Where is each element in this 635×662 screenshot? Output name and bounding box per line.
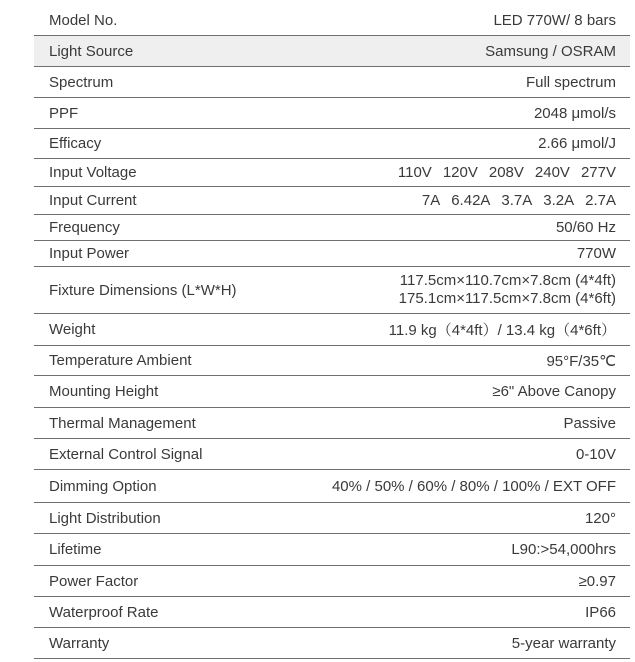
spec-row-power-factor — [34, 566, 630, 597]
spec-label: Warranty — [49, 634, 110, 652]
spec-value: 0-10V — [575, 445, 616, 463]
spec-label: Thermal Management — [49, 414, 196, 432]
spec-label: PPF — [49, 104, 79, 122]
voltage-cell: 208V — [488, 164, 524, 181]
current-cell: 2.7A — [585, 192, 616, 209]
voltage-cell: 277V — [580, 164, 616, 181]
spec-row-ppf — [34, 98, 630, 129]
spec-value: Passive — [563, 414, 616, 432]
spec-label: Input Power — [49, 245, 130, 262]
spec-value: 11.9 kg（4*4ft）/ 13.4 kg（4*6ft） — [388, 322, 616, 339]
spec-row-mounting-height — [34, 376, 630, 408]
spec-value: 770W — [576, 245, 616, 262]
spec-label: Weight — [49, 321, 96, 338]
spec-label: Spectrum — [49, 73, 114, 91]
spec-row-warranty — [34, 628, 630, 659]
spec-row-thermal-management — [34, 408, 630, 439]
spec-label: Temperature Ambient — [49, 352, 192, 369]
spec-row-frequency — [34, 215, 630, 241]
spec-row-temperature — [34, 346, 630, 376]
spec-row-external-control — [34, 439, 630, 470]
spec-label: Waterproof Rate — [49, 603, 159, 621]
spec-value — [399, 272, 630, 308]
spec-row-waterproof-rate — [34, 597, 630, 628]
spec-label: Light Source — [49, 42, 134, 60]
spec-label: Input Voltage — [49, 164, 137, 181]
spec-row-efficacy — [34, 129, 630, 159]
spec-value: Full spectrum — [525, 73, 616, 91]
spec-row-lifetime — [34, 534, 630, 566]
spec-value: 120° — [584, 509, 616, 527]
spec-value: 50/60 Hz — [555, 219, 616, 236]
voltage-cell: 240V — [534, 164, 570, 181]
spec-table — [34, 5, 630, 659]
current-cell: 7A — [421, 192, 441, 209]
spec-label: Dimming Option — [49, 477, 157, 495]
spec-row-fixture-dimensions — [34, 267, 630, 314]
current-cell: 6.42A — [451, 192, 491, 209]
spec-value: ≥0.97 — [578, 572, 616, 590]
spec-value: 2.66 μmol/J — [538, 135, 616, 152]
spec-row-spectrum — [34, 67, 630, 98]
spec-value: 95°F/35℃ — [546, 352, 616, 370]
spec-row-model — [34, 5, 630, 36]
spec-value — [411, 192, 630, 209]
spec-label: Power Factor — [49, 572, 139, 590]
dimension-line: 175.1cm×117.5cm×7.8cm (4*6ft) — [398, 290, 616, 307]
spec-label: Input Current — [49, 192, 137, 209]
spec-row-light-distribution — [34, 503, 630, 534]
voltage-cell: 110V — [397, 164, 432, 181]
spec-row-input-power — [34, 241, 630, 267]
spec-value: 5-year warranty — [511, 634, 616, 652]
current-cell: 3.7A — [501, 192, 533, 209]
spec-value: IP66 — [585, 603, 616, 621]
spec-label: Efficacy — [49, 135, 102, 152]
spec-value: L90:>54,000hrs — [511, 541, 616, 558]
spec-value: Samsung / OSRAM — [485, 42, 616, 60]
spec-value — [387, 164, 630, 181]
spec-value: LED 770W/ 8 bars — [493, 11, 616, 29]
spec-value: 2048 μmol/s — [533, 104, 616, 122]
spec-row-dimming-option — [34, 470, 630, 503]
spec-value: 40% / 50% / 60% / 80% / 100% / EXT OFF — [331, 477, 616, 495]
spec-label: Frequency — [49, 219, 120, 236]
spec-row-light-source — [34, 36, 630, 67]
spec-label: Mounting Height — [49, 383, 159, 400]
current-cell: 3.2A — [543, 192, 575, 209]
spec-value: ≥6" Above Canopy — [492, 383, 616, 400]
spec-row-input-current — [34, 187, 630, 215]
spec-label: Light Distribution — [49, 509, 161, 527]
dimension-line: 117.5cm×110.7cm×7.8cm (4*4ft) — [399, 272, 616, 289]
spec-row-weight — [34, 314, 630, 346]
spec-label: Fixture Dimensions (L*W*H) — [49, 281, 237, 299]
spec-label: External Control Signal — [49, 445, 203, 463]
spec-label: Model No. — [49, 11, 118, 29]
spec-label: Lifetime — [49, 541, 102, 558]
voltage-cell: 120V — [442, 164, 478, 181]
spec-row-input-voltage — [34, 159, 630, 187]
